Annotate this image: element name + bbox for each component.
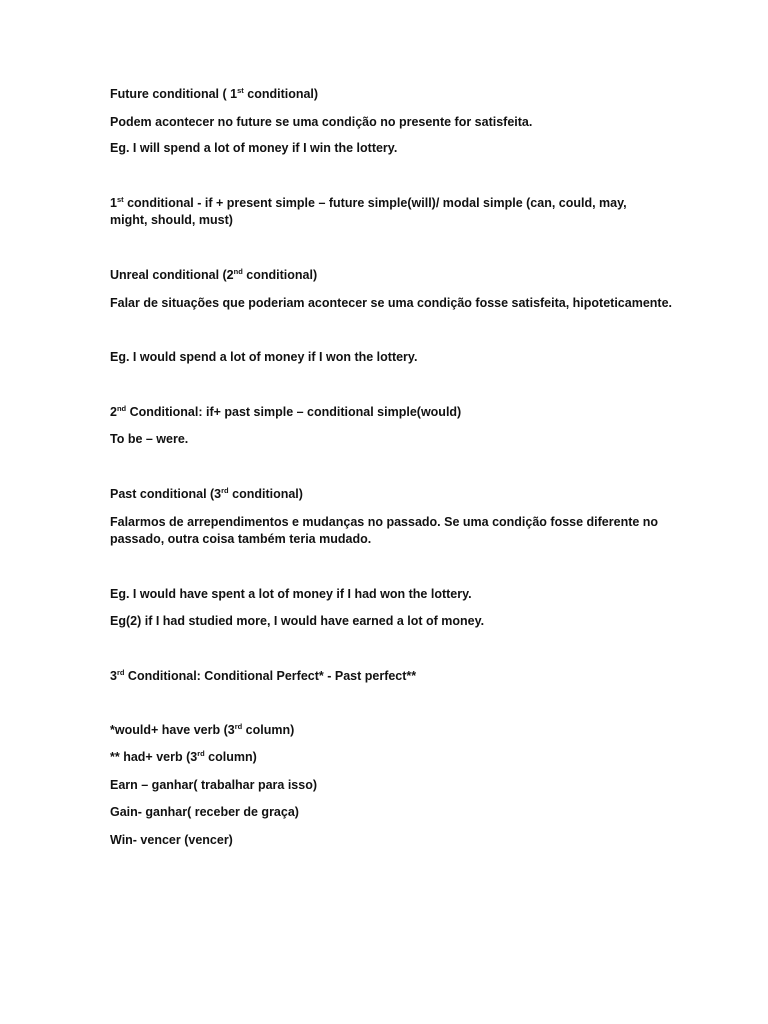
rule-text: conditional - if + present simple – future simple(will)/ modal simple (can, could, may, <box>123 196 627 210</box>
note-text: ** had+ verb (3 <box>110 750 198 764</box>
paragraph-unreal-definition: Falar de situações que poderiam acontecer se uma condição fosse satisfeita, hipoteticamente. <box>110 296 672 310</box>
rule-text: Conditional: if+ past simple – conditional simple(would) <box>126 405 462 419</box>
superscript: st <box>237 85 244 95</box>
superscript: rd <box>221 485 229 495</box>
vocab-earn: Earn – ganhar( trabalhar para isso) <box>110 778 318 792</box>
heading-text: conditional) <box>228 487 303 501</box>
rule-first-conditional-continued: might, should, must) <box>110 213 233 227</box>
heading-unreal-conditional <box>110 267 670 284</box>
rule-text: 3 <box>110 669 117 683</box>
superscript: nd <box>233 266 243 276</box>
superscript: rd <box>197 748 205 758</box>
vocab-win: Win- vencer (vencer) <box>110 833 233 847</box>
rule-third-conditional <box>110 668 670 685</box>
rule-second-conditional <box>110 404 670 421</box>
vocab-gain: Gain- ganhar( receber de graça) <box>110 805 299 819</box>
superscript: rd <box>116 667 125 677</box>
superscript: rd <box>234 721 243 731</box>
heading-text: conditional) <box>243 87 319 101</box>
heading-text: Future conditional ( 1 <box>110 87 238 101</box>
note-conditional-perfect <box>110 722 670 739</box>
superscript: nd <box>116 403 127 413</box>
heading-text: Unreal conditional (2 <box>110 268 234 282</box>
heading-future-conditional <box>110 86 670 103</box>
rule-to-be: To be – were. <box>110 432 189 446</box>
note-text: column) <box>204 750 257 764</box>
heading-text: Past conditional (3 <box>110 487 222 501</box>
example-second-conditional: Eg. I would spend a lot of money if I won the lottery. <box>110 350 418 364</box>
note-past-perfect <box>110 749 670 766</box>
heading-text: conditional) <box>242 268 318 282</box>
rule-text: 1 <box>110 196 117 210</box>
note-text: column) <box>242 723 295 737</box>
paragraph-past-definition: Falarmos de arrependimentos e mudanças no passado. Se uma condição fosse diferente no <box>110 515 659 529</box>
heading-past-conditional <box>110 486 670 503</box>
note-text: *would+ have verb (3 <box>110 723 235 737</box>
paragraph-future-definition: Podem acontecer no future se uma condição no presente for satisfeita. <box>110 115 533 129</box>
example-third-conditional: Eg. I would have spent a lot of money if I had won the lottery. <box>110 587 472 601</box>
rule-first-conditional <box>110 195 670 212</box>
paragraph-past-definition-continued: passado, outra coisa também teria mudado. <box>110 532 372 546</box>
rule-text: Conditional: Conditional Perfect* - Past perfect** <box>124 669 417 683</box>
rule-text: 2 <box>110 405 117 419</box>
superscript: st <box>116 194 124 204</box>
example-third-conditional-2: Eg(2) if I had studied more, I would have earned a lot of money. <box>110 614 485 628</box>
example-first-conditional: Eg. I will spend a lot of money if I win the lottery. <box>110 141 398 155</box>
